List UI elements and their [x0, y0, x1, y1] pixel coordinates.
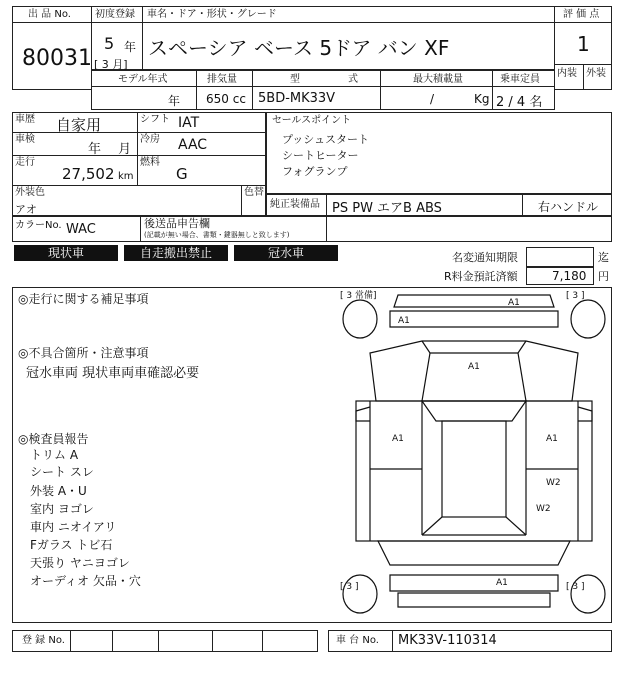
fuel-value: G — [176, 165, 188, 183]
inspection-label: 車検 — [15, 134, 35, 145]
inspector-line: 外装 A・U — [30, 484, 87, 498]
year-unit: 年 — [124, 40, 137, 54]
lot-label: 出 品 No. — [28, 9, 71, 20]
displacement-label: 排気量 — [207, 74, 237, 85]
steering-value: 右ハンドル — [538, 200, 599, 214]
tire-front-right — [571, 300, 605, 338]
max-load-label: 最大積載量 — [413, 74, 463, 85]
type-value: 5BD-MK33V — [258, 91, 336, 106]
chassis-value: MK33V-110314 — [398, 633, 497, 648]
rear-bumper-lower — [398, 593, 550, 607]
deadline-unit: 迄 — [598, 251, 609, 264]
max-load-value: / — [430, 92, 435, 106]
recycle-unit: 円 — [598, 270, 609, 283]
inspector-line: シート スレ — [30, 465, 94, 479]
equipment-value: PS PW エアB ABS — [332, 201, 442, 216]
windshield — [422, 401, 526, 421]
score-value: 1 — [577, 32, 590, 56]
inspector-line: 室内 ヨゴレ — [30, 502, 94, 516]
inspector-line: トリム A — [30, 448, 79, 462]
fuel-label: 燃料 — [140, 157, 160, 168]
type-label: 型 — [290, 74, 300, 85]
ac-value: AAC — [178, 137, 208, 153]
shift-label: シフト — [140, 114, 170, 125]
inspector-line: 天張り ヤニヨゴレ — [30, 556, 130, 570]
mileage-value: 27,502 — [62, 165, 115, 183]
aftermarket-note: (記載が無い場合、書類・鍵器無しと致します) — [144, 231, 290, 239]
recycle-amount: 7,180 — [552, 269, 587, 283]
color-change-label: 色替 — [244, 187, 264, 198]
inspector-line: 車内 ニオイアリ — [30, 520, 117, 534]
lot-number: 80031 — [22, 46, 92, 71]
capacity-value: 2 / 4 名 — [496, 95, 543, 110]
rear-hatch — [378, 541, 570, 565]
equipment-label: 純正装備品 — [270, 199, 320, 210]
car-name: スペーシア ベース 5ドア バン XF — [148, 36, 450, 60]
mileage-label: 走行 — [15, 157, 35, 168]
front-bumper-lower — [390, 311, 558, 327]
damage-mark: A1 — [496, 578, 508, 588]
inspection-value: 年 月 — [88, 142, 132, 157]
corner-label-front-left: [ 3 常備] — [340, 291, 377, 301]
inspector-line: Fガラス トビ石 — [30, 538, 113, 552]
max-load-unit: Kg — [474, 92, 490, 106]
rear-bumper — [390, 575, 558, 591]
deadline-label: 名変通知期限 — [452, 251, 518, 264]
sales-point-item: プッシュスタート — [282, 133, 370, 146]
sales-point-item: フォグランプ — [282, 165, 348, 178]
driving-notes-title: ◎走行に関する補足事項 — [18, 292, 149, 306]
first-reg-year: 5 — [104, 34, 115, 53]
damage-mark: W2 — [536, 504, 551, 514]
model-year-label: モデル年式 — [118, 74, 168, 85]
roof — [442, 421, 506, 517]
type-label-2: 式 — [348, 74, 358, 85]
car-name-label: 車名・ドア・形状・グレード — [147, 9, 277, 20]
ac-label: 冷房 — [140, 134, 160, 145]
chassis-label: 車 台 No. — [336, 635, 379, 646]
sales-points-label: セールスポイント — [272, 115, 352, 126]
inspector-report-title: ◎検査員報告 — [18, 432, 89, 446]
color-no-value: WAC — [66, 222, 96, 237]
model-year-unit: 年 — [168, 94, 181, 108]
details-left — [12, 112, 266, 216]
usage-value: 自家用 — [56, 116, 102, 134]
corner-label-front-right: [ 3 ] — [566, 291, 585, 301]
defect-notes-title: ◎不具合箇所・注意事項 — [18, 346, 149, 360]
damage-mark: A1 — [468, 362, 480, 372]
ext-color-label: 外装色 — [15, 187, 45, 198]
usage-label: 車歴 — [15, 114, 35, 125]
tire-rear-right — [571, 575, 605, 613]
corner-label-rear-left: [ 3 ] — [340, 582, 359, 592]
capacity-label: 乗車定員 — [500, 74, 540, 85]
aftermarket-label: 後送品申告欄 — [144, 217, 210, 230]
sales-point-item: シートヒーター — [282, 149, 359, 162]
registration-label: 登 録 No. — [22, 635, 65, 646]
color-no-label: カラーNo. — [15, 220, 62, 231]
tire-rear-left — [343, 575, 377, 613]
color-no-box — [12, 216, 612, 242]
defect-notes-text: 冠水車両 現状車両車確認必要 — [26, 366, 200, 381]
recycle-label: R料金預託済額 — [444, 270, 518, 283]
status-badge-no-self-drive: 自走搬出禁止 — [124, 245, 228, 261]
score-label: 評 価 点 — [563, 9, 600, 20]
corner-label-rear-right: [ 3 ] — [566, 582, 585, 592]
displacement-value: 650 cc — [206, 92, 246, 106]
interior-label: 内装 — [557, 68, 577, 79]
ext-color-value: アオ — [15, 203, 37, 216]
deadline-box — [526, 247, 594, 267]
body-outline — [356, 401, 592, 541]
damage-mark: A1 — [508, 298, 520, 308]
status-badge-current: 現状車 — [14, 245, 118, 261]
first-reg-month: [ 3 月] — [94, 58, 128, 71]
car-damage-diagram — [338, 289, 610, 621]
damage-mark: A1 — [546, 434, 558, 444]
first-reg-label: 初度登録 — [95, 9, 135, 20]
front-bumper — [394, 295, 554, 307]
exterior-label: 外装 — [586, 68, 606, 79]
mileage-unit: km — [118, 171, 134, 182]
shift-value: IAT — [178, 115, 200, 131]
damage-mark: W2 — [546, 478, 561, 488]
inspector-line: オーディオ 欠品・穴 — [30, 574, 141, 588]
status-badge-flooded: 冠水車 — [234, 245, 338, 261]
tire-front-left — [343, 300, 377, 338]
damage-mark: A1 — [392, 434, 404, 444]
damage-mark: A1 — [398, 316, 410, 326]
